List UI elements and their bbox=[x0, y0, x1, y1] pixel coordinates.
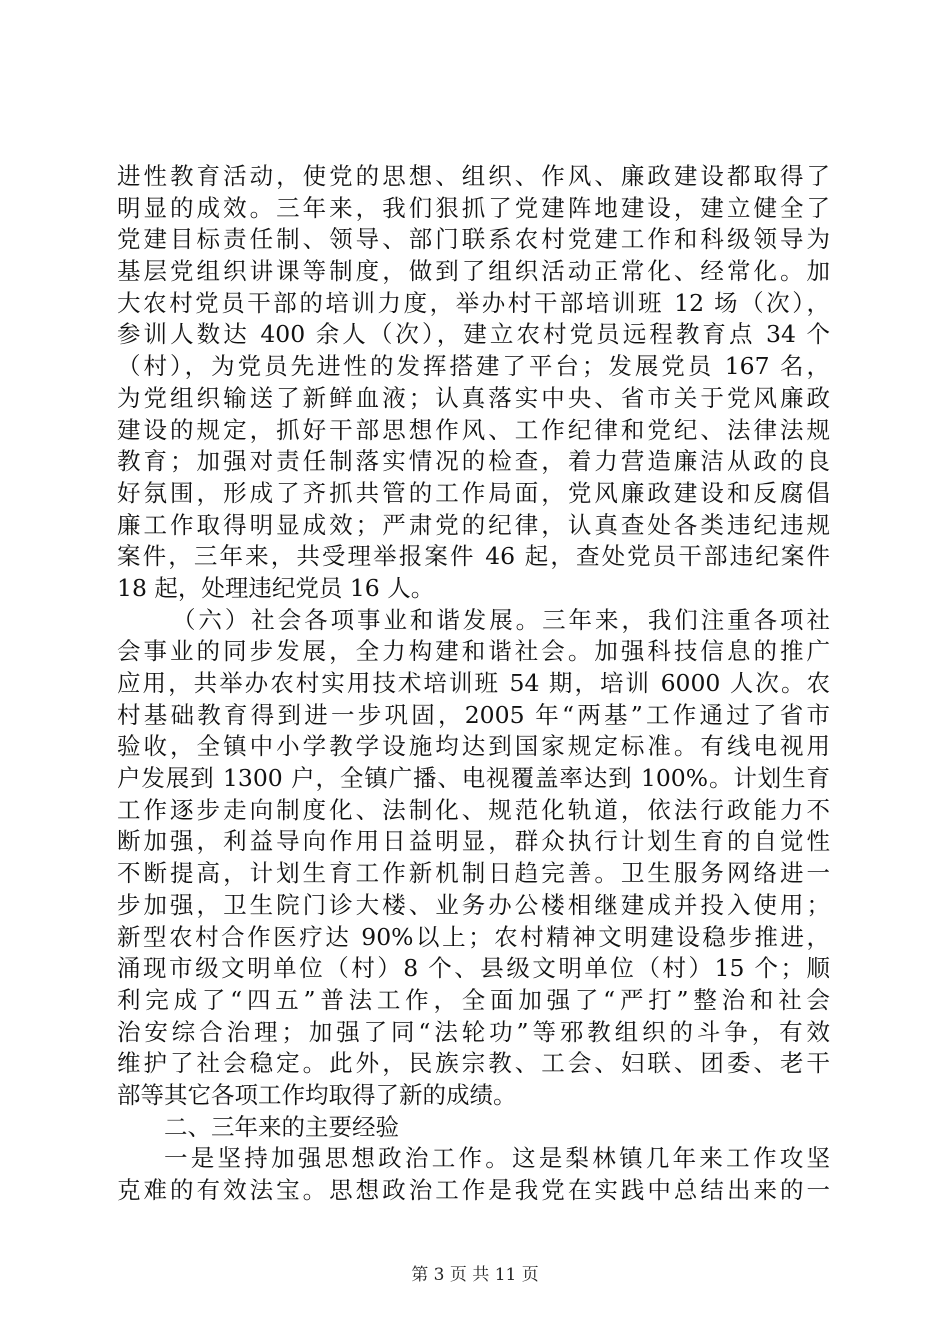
text-line: 基层党组织讲课等制度，做到了组织活动正常化、经常化。加 bbox=[117, 257, 830, 286]
text-line: 进性教育活动，使党的思想、组织、作风、廉政建设都取得了 bbox=[117, 162, 830, 190]
text-line: 教育；加强对责任制落实情况的检查，着力营造廉洁从政的良 bbox=[117, 447, 830, 476]
text-line: 会事业的同步发展，全力构建和谐社会。加强科技信息的推广 bbox=[117, 637, 830, 666]
text-line: 建设的规定，抓好干部思想作风、工作纪律和党纪、法律法规 bbox=[117, 415, 830, 444]
document-body bbox=[117, 161, 830, 1207]
text-line: 不断提高，计划生育工作新机制日趋完善。卫生服务网络进一 bbox=[117, 859, 830, 888]
text-line: 大农村党员干部的培训力度，举办村干部培训班 12 场（次）， bbox=[117, 288, 830, 317]
page-footer: 第 3 页 共 11 页 bbox=[411, 1265, 539, 1285]
text-line: 好氛围，形成了齐抓共管的工作局面，党风廉政建设和反腐倡 bbox=[117, 478, 830, 507]
text-line: 为党组织输送了新鲜血液；认真落实中央、省市关于党风廉政 bbox=[117, 383, 830, 412]
text-line: 户发展到 1300 户，全镇广播、电视覆盖率达到 100%。计划生育 bbox=[117, 764, 830, 793]
text-line: 维护了社会稳定。此外，民族宗教、工会、妇联、团委、老干 bbox=[117, 1049, 830, 1078]
paragraph-start-line: （六）社会各项事业和谐发展。三年来，我们注重各项社 bbox=[172, 605, 830, 634]
text-line: 应用，共举办农村实用技术培训班 54 期，培训 6000 人次。农 bbox=[117, 669, 830, 697]
text-line: 18 起，处理违纪党员 16 人。 bbox=[117, 573, 435, 602]
text-line: 廉工作取得明显成效；严肃党的纪律，认真查处各类违纪违规 bbox=[117, 510, 830, 539]
text-line: 村基础教育得到进一步巩固，2005 年“两基”工作通过了省市 bbox=[117, 700, 830, 729]
text-line: 利完成了“四五”普法工作，全面加强了“严打”整治和社会 bbox=[117, 985, 830, 1014]
text-line: 克难的有效法宝。思想政治工作是我党在实践中总结出来的一 bbox=[117, 1176, 830, 1204]
text-line: 工作逐步走向制度化、法制化、规范化轨道，依法行政能力不 bbox=[117, 795, 830, 824]
section-heading: 二、三年来的主要经验 bbox=[164, 1112, 399, 1141]
text-line: 案件，三年来，共受理举报案件 46 起，查处党员干部违纪案件 bbox=[117, 542, 830, 571]
text-line: 部等其它各项工作均取得了新的成绩。 bbox=[117, 1080, 517, 1109]
paragraph-start-line: 一是坚持加强思想政治工作。这是梨林镇几年来工作攻坚 bbox=[164, 1144, 830, 1173]
text-line: 党建目标责任制、领导、部门联系农村党建工作和科级领导为 bbox=[117, 225, 830, 254]
text-line: 涌现市级文明单位（村）8 个、县级文明单位（村）15 个；顺 bbox=[117, 954, 830, 983]
text-line: 步加强，卫生院门诊大楼、业务办公楼相继建成并投入使用； bbox=[117, 890, 830, 919]
text-line: 明显的成效。三年来，我们狠抓了党建阵地建设，建立健全了 bbox=[117, 193, 830, 222]
text-line: 治安综合治理；加强了同“法轮功”等邪教组织的斗争，有效 bbox=[117, 1017, 830, 1046]
text-line: （村），为党员先进性的发挥搭建了平台；发展党员 167 名， bbox=[117, 352, 830, 381]
text-line: 验收，全镇中小学教学设施均达到国家规定标准。有线电视用 bbox=[117, 732, 830, 761]
text-line: 新型农村合作医疗达 90%以上；农村精神文明建设稳步推进， bbox=[117, 922, 830, 951]
text-line: 断加强，利益导向作用日益明显，群众执行计划生育的自觉性 bbox=[117, 827, 830, 856]
text-line: 参训人数达 400 余人（次），建立农村党员远程教育点 34 个 bbox=[117, 320, 830, 349]
